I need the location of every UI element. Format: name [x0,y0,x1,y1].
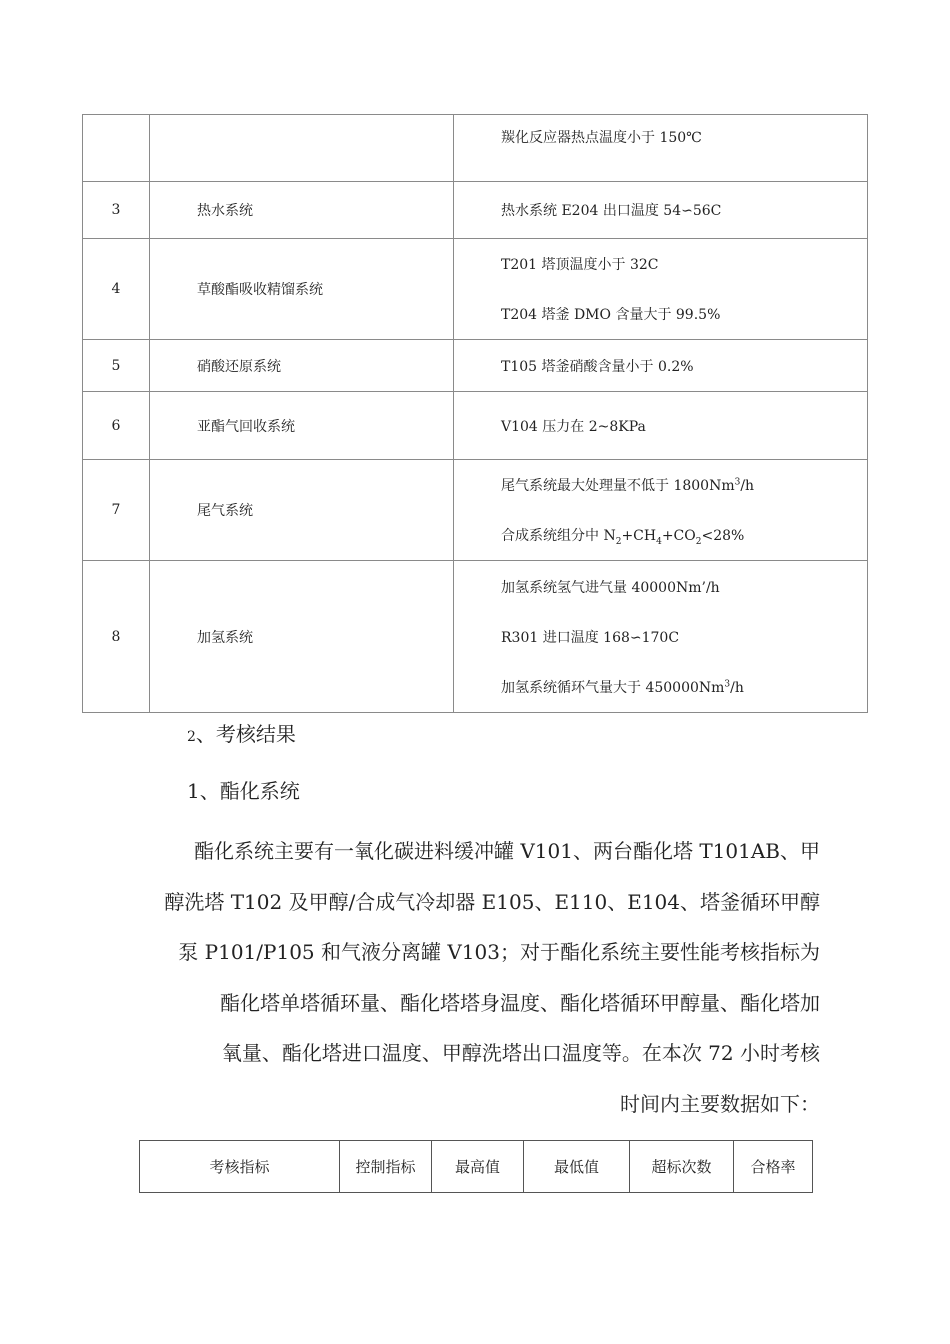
table-row [83,115,868,182]
indicator-line: 尾气系统最大处理量不低于 1800Nm$^3$/h [501,477,755,494]
table-header-row [140,1141,813,1193]
table-row [83,239,868,340]
indicator-cell [454,561,868,713]
column-header: 超标次数 [630,1141,734,1193]
indicator-line: T105 塔釜硝酸含量小于 0.2% [501,358,694,375]
column-header: 控制指标 [340,1141,432,1193]
paragraph-line: 酯化塔单塔循环量、酯化塔塔身温度、酯化塔循环甲醇量、酯化塔加 [220,990,820,1015]
system-name: 热水系统 [150,182,454,239]
row-number [83,115,150,182]
paragraph-line: 氧量、酯化塔进口温度、甲醇洗塔出口温度等。在本次 72 小时考核 [221,1041,820,1065]
paragraph-line: 醇洗塔 T102 及甲醇/合成气冷却器 E105、E110、E104、塔釜循环甲醇 [164,889,820,914]
assessment-data-table [139,1140,813,1193]
indicator-line: 加氢系统循环气量大于 450000Nm$^3$/h [501,678,744,696]
indicator-cell [454,460,868,561]
indicator-line: T204 塔釜 DMO 含量大于 99.5% [501,307,721,323]
section-heading-results: 2、考核结果 [187,722,296,746]
indicator-line: 热水系统 E204 出口温度 54∽56C [501,203,722,219]
indicator-line: V104 压力在 2~8KPa [501,418,646,435]
row-number: 3 [83,182,150,239]
system-name [150,115,454,182]
indicator-line: 加氢系统氢气进气量 40000Nm’/h [501,579,720,596]
section-heading-esterification: 1、酯化系统 [187,779,300,803]
paragraph-line: 酯化系统主要有一氧化碳进料缓冲罐 V101、两台酯化塔 T101AB、甲 [194,839,820,863]
indicator-line: R301 进口温度 168∽170C [501,629,680,646]
indicator-cell [454,115,868,182]
row-number: 4 [83,239,150,340]
paragraph-line: 时间内主要数据如下： [620,1091,820,1116]
row-number: 6 [83,392,150,460]
table-row [83,460,868,561]
row-number: 5 [83,340,150,392]
table-row [83,392,868,460]
system-name: 尾气系统 [150,460,454,561]
table-row [83,182,868,239]
system-name: 硝酸还原系统 [150,340,454,392]
indicator-line: 羰化反应器热点温度小于 150℃ [501,130,702,146]
indicator-cell [454,340,868,392]
column-header: 最高值 [432,1141,524,1193]
table-row [83,561,868,713]
paragraph-line: 泵 P101/P105 和气液分离罐 V103；对于酯化系统主要性能考核指标为 [178,940,820,964]
indicator-cell [454,239,868,340]
system-name: 加氢系统 [150,561,454,713]
system-name: 草酸酯吸收精馏系统 [150,239,454,340]
system-name: 亚酯气回收系统 [150,392,454,460]
indicator-line: 合成系统组分中 $N_2+CH_4+CO_2<28\%$ [501,528,745,547]
indicator-cell [454,182,868,239]
indicator-line: T201 塔顶温度小于 32C [501,257,659,273]
body-paragraph [140,826,820,1129]
column-header: 考核指标 [140,1141,340,1193]
table-row [83,340,868,392]
column-header: 合格率 [734,1141,813,1193]
indicator-cell [454,392,868,460]
row-number: 7 [83,460,150,561]
column-header: 最低值 [524,1141,630,1193]
system-indicator-table [82,114,868,713]
row-number: 8 [83,561,150,713]
